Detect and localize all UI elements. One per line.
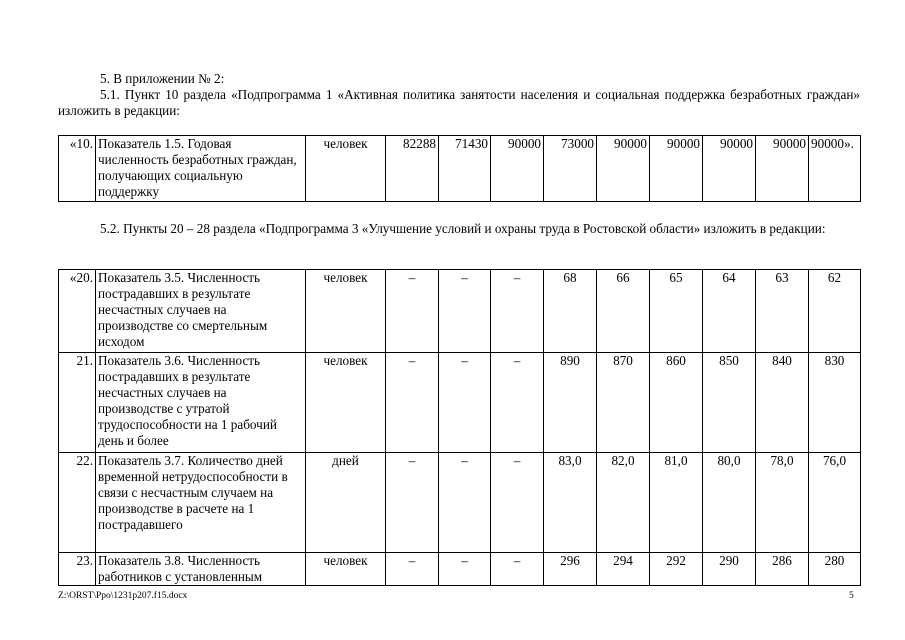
row-number: 21. (59, 353, 96, 453)
table-row (59, 270, 861, 353)
footer-page-number: 5 (849, 591, 854, 601)
value-cell: – (491, 353, 544, 453)
value-cell: 830 (809, 353, 861, 453)
value-cell: 62 (809, 270, 861, 353)
value-cell: 840 (756, 353, 809, 453)
paragraph-5-2: 5.2. Пункты 20 – 28 раздела «Подпрограмма 3 «Улучшение условий и охраны труда в Ростовской области» изложить в редакции: (100, 221, 826, 236)
indicator-name: Показатель 3.6. Численность пострадавших в результате несчастных случаев на производстве с утратой трудоспособности на 1 рабочий день и более (96, 353, 306, 453)
value-cell: – (439, 353, 491, 453)
value-cell: 90000». (809, 136, 861, 202)
value-cell: 290 (703, 553, 756, 586)
row-number: 23. (59, 553, 96, 586)
value-cell: 78,0 (756, 453, 809, 553)
value-cell: – (386, 353, 439, 453)
value-cell: 90000 (703, 136, 756, 202)
footer-file-path: Z:\ORST\Ppo\1231p207.f15.docx (58, 591, 188, 601)
value-cell: 294 (597, 553, 650, 586)
value-cell: – (491, 453, 544, 553)
table-row (59, 353, 861, 453)
value-cell: 296 (544, 553, 597, 586)
value-cell: – (439, 453, 491, 553)
value-cell: – (386, 453, 439, 553)
indicator-name: Показатель 1.5. Годовая численность безработных граждан, получающих социальную поддержку (96, 136, 306, 202)
value-cell: 870 (597, 353, 650, 453)
value-cell: 860 (650, 353, 703, 453)
value-cell: 280 (809, 553, 861, 586)
value-cell: 65 (650, 270, 703, 353)
table-row (59, 553, 861, 586)
value-cell: – (491, 553, 544, 586)
value-cell: 76,0 (809, 453, 861, 553)
value-cell: 292 (650, 553, 703, 586)
value-cell: 80,0 (703, 453, 756, 553)
value-cell: – (491, 270, 544, 353)
value-cell: 890 (544, 353, 597, 453)
unit-cell: человек (306, 136, 386, 202)
value-cell: – (439, 553, 491, 586)
unit-cell: дней (306, 453, 386, 553)
table-subprogram-3 (58, 269, 861, 586)
unit-cell: человек (306, 353, 386, 453)
value-cell: 71430 (439, 136, 491, 202)
value-cell: 63 (756, 270, 809, 353)
value-cell: 90000 (756, 136, 809, 202)
value-cell: 73000 (544, 136, 597, 202)
value-cell: 83,0 (544, 453, 597, 553)
paragraph-5-1: 5.1. Пункт 10 раздела «Подпрограмма 1 «Активная политика занятости населения и социальная поддержка безработных граждан» изложить в редакции: (58, 87, 860, 118)
value-cell: – (386, 553, 439, 586)
row-number: «20. (59, 270, 96, 353)
value-cell: 64 (703, 270, 756, 353)
value-cell: – (439, 270, 491, 353)
table-row (59, 453, 861, 553)
value-cell: 90000 (597, 136, 650, 202)
indicator-name: Показатель 3.7. Количество дней временной нетрудоспособности в связи с несчастным случаем на производстве в расчете на 1 пострадавшего (96, 453, 306, 553)
value-cell: 66 (597, 270, 650, 353)
value-cell: 68 (544, 270, 597, 353)
paragraph-5: 5. В приложении № 2: (100, 71, 225, 86)
indicator-name: Показатель 3.8. Численность работников с установленным (96, 553, 306, 586)
unit-cell: человек (306, 270, 386, 353)
table-row (59, 136, 861, 202)
value-cell: 286 (756, 553, 809, 586)
row-number: 22. (59, 453, 96, 553)
value-cell: 850 (703, 353, 756, 453)
table-subprogram-1 (58, 135, 861, 202)
value-cell: – (386, 270, 439, 353)
unit-cell: человек (306, 553, 386, 586)
value-cell: 82288 (386, 136, 439, 202)
value-cell: 90000 (491, 136, 544, 202)
value-cell: 90000 (650, 136, 703, 202)
value-cell: 82,0 (597, 453, 650, 553)
indicator-name: Показатель 3.5. Численность пострадавших в результате несчастных случаев на производстве со смертельным исходом (96, 270, 306, 353)
row-number: «10. (59, 136, 96, 202)
value-cell: 81,0 (650, 453, 703, 553)
